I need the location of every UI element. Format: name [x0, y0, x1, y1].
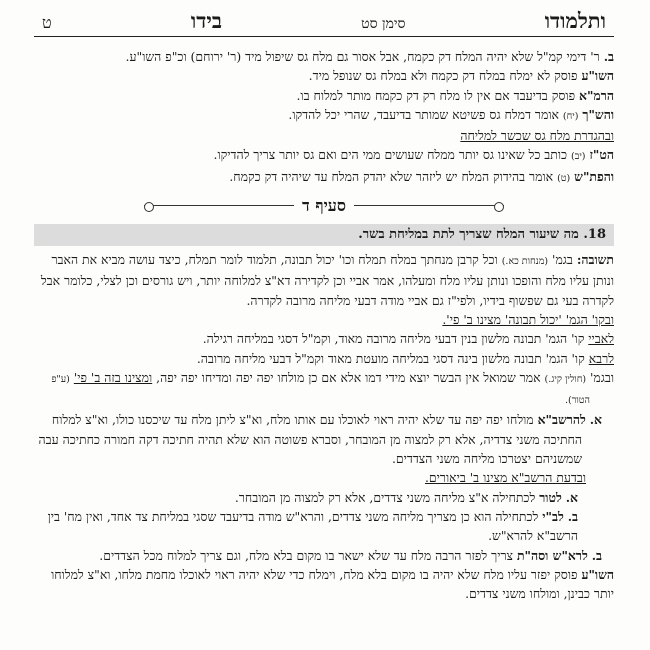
paragraph	[34, 145, 614, 166]
paragraph	[34, 167, 614, 188]
paragraph-label: א.	[589, 412, 602, 428]
paragraph	[34, 349, 614, 368]
paragraph-lead: לרא"ש וסה"ת	[517, 547, 588, 563]
divider-ornament-left	[354, 202, 504, 210]
paragraph-text: אמר שמואל אין הבשר יוצא מידי דמו אלא אם כן מולחו יפה יפה ומדיחו יפה יפה,	[156, 369, 541, 385]
paragraph-lead: לרבא	[588, 350, 614, 366]
divider-ornament-right	[144, 202, 294, 210]
paragraph-label: א.	[565, 489, 578, 505]
paragraph-tail: ומצינו בזה ב' פי'	[73, 369, 153, 385]
paragraph-lead: לטור	[539, 489, 562, 505]
paragraph	[34, 488, 614, 507]
paragraph	[34, 410, 614, 468]
divider-title: סעיף ד	[302, 196, 346, 216]
source-note: (ע"פ הטור).	[51, 373, 590, 407]
source-note: (יב)	[571, 151, 586, 163]
section-divider	[34, 192, 614, 220]
question-text: מה שיעור המלח שצריך לתת במליחת בשר.	[358, 227, 579, 243]
header-left-title: בידו	[190, 8, 222, 33]
paragraph	[34, 105, 614, 126]
paragraph-text: ר' דימי קמ"ל שלא יהיה המלח דק כקמח, אבל אסור גם מלח גס שיפול מיד (ר' ירוחם) וכ"פ השו"ע.	[125, 49, 600, 64]
paragraph	[34, 250, 614, 310]
paragraph-text: קו' הגמ' תבונה מלשון בינה דסגי במליחה מועטת מאוד וקמ"ל דבעי מליחה מרובה.	[196, 350, 585, 366]
paragraph-label: הרמ"א	[579, 87, 614, 103]
paragraph	[34, 507, 614, 546]
paragraph-label: והפת"ש	[574, 168, 614, 184]
header-siman: סימן סט	[361, 16, 406, 32]
paragraph-text: צריך לפזר הרבה מלח עד שלא ישאר בו מקום בלא מלח, וגם צריך למלוח מכל הצדדים.	[99, 547, 514, 563]
paragraph-lead: לב"י	[542, 508, 564, 524]
header-page-letter: ט	[42, 13, 52, 32]
paragraph-label: ב.	[603, 49, 614, 64]
paragraph-label: והש"ך	[582, 106, 614, 122]
paragraph-text: אומר דמלח גס פשיטא שמותר בדיעבד, שהרי יכל להדקו.	[288, 106, 559, 122]
paragraph	[34, 66, 614, 85]
paragraph-label: ב.	[591, 547, 602, 563]
paragraph	[34, 329, 614, 348]
source-note: (מנחות כא.)	[501, 256, 549, 268]
source-note: (יח)	[562, 110, 579, 122]
paragraph	[34, 86, 614, 105]
paragraph-text: לכתחילה הוא כן מצריך מליחה משני צדדים, והרא"ש מודה בדיעבד שסגי במליחת צד אחד, ואין מח' בין הרשב"א להרא"ש.	[47, 508, 578, 544]
source-note: (חולין קיג.)	[544, 373, 587, 385]
subheading: ובהגדרת מלח גס שכשר למליחה	[460, 128, 614, 144]
paragraph-label: השו"ע	[581, 566, 614, 582]
header-right-title: ותלמודו	[544, 8, 606, 33]
paragraph-lead: ובגמ'	[590, 369, 614, 385]
page-body	[34, 47, 614, 603]
paragraph	[34, 546, 614, 565]
question-heading	[34, 224, 614, 246]
paragraph-text: פוסק יפזר עליו מלח שלא יהיה בו מקום בלא מלח, וימלח כדי שלא יהיה ראוי לאוכלו מחמת מלחו, וא"צ למלוחו יותר כבינן, ומולחו משני צדדים.	[51, 566, 614, 602]
subheading: ובקו' הגמ' 'יכול תבונה' מצינו ב' פי'.	[442, 311, 614, 327]
paragraph-label: השו"ע	[581, 68, 614, 84]
paragraph	[34, 565, 614, 604]
question-number: 18.	[583, 227, 606, 243]
source-note: (ט)	[557, 172, 571, 184]
paragraph-text: אומר בהידוק המלח יש ליזהר שלא יהדק המלח עד שיהיה דק כקמח.	[229, 168, 554, 184]
paragraph-text: קו' הגמ' תבונה מלשון בנין דבעי מליחה מרובה מאוד, וקמ"ל דסגי במליחה רגילה.	[202, 331, 585, 347]
paragraph-lead: להרשב"א	[537, 412, 586, 428]
paragraph-label: ב.	[567, 508, 578, 524]
subheading: ובדעת הרשב"א מצינו ב' ביאורים.	[424, 470, 586, 486]
paragraph-lead: בגמ'	[552, 252, 573, 268]
paragraph-text: פוסק בדיעבד אם אין לו מלח רק דק כקמח מותר למלוח בו.	[296, 87, 576, 103]
paragraph-text: מולחו יפה יפה עד שלא יהיה ראוי לאוכלו עם אותו מלח, וא"צ ליתן מלח עד שיכסנו כולו, וא"צ למלוח החתיכה משני צדדיה, אלא רק למצוה מן המובחר, וסברא פשוטה הוא שלא תהיה חתיכה דקה חמורה כחתיכה עבה שמשניהם יצטרכו מליחה משני הצדדים.	[38, 412, 582, 467]
paragraph-label: הט"ז	[589, 147, 614, 163]
paragraph-lead: לאביי	[588, 331, 614, 347]
paragraph-text: פוסק לא ימלח במלח דק כקמח ולא במלח גס שנופל מיד.	[308, 68, 578, 84]
paragraph-text: וכל קרבן מנחתך במלח תמלח וכו' יכול תבונה, תלמוד לומר תמלח, כיצד עושה מביא את האבר ונותן עליו מלח והופכו ונותן עליו מלח ומעלהו, אמר אביי וכן לקדירה דא"צ למלוחה יותר, ויש גורסים וכן לצלי, כלומר אבל לקדרה בעי גם שפשוף בידיו, ולפי"ז גם אביי מודה דבעי מליחה מרובה לקדרה.	[40, 252, 614, 308]
paragraph-text: לכתחילה א"צ מליחה משני צדדים, אלא רק למצוה מן המובחר.	[234, 489, 536, 505]
paragraph-text: כותב כל שאינו גס יותר ממלח שעושים ממי הים ואם גס יותר צריך להדיקו.	[213, 147, 568, 163]
paragraph	[34, 47, 614, 66]
running-header	[34, 8, 614, 37]
paragraph	[34, 368, 614, 411]
paragraph-label: תשובה:	[576, 252, 614, 268]
